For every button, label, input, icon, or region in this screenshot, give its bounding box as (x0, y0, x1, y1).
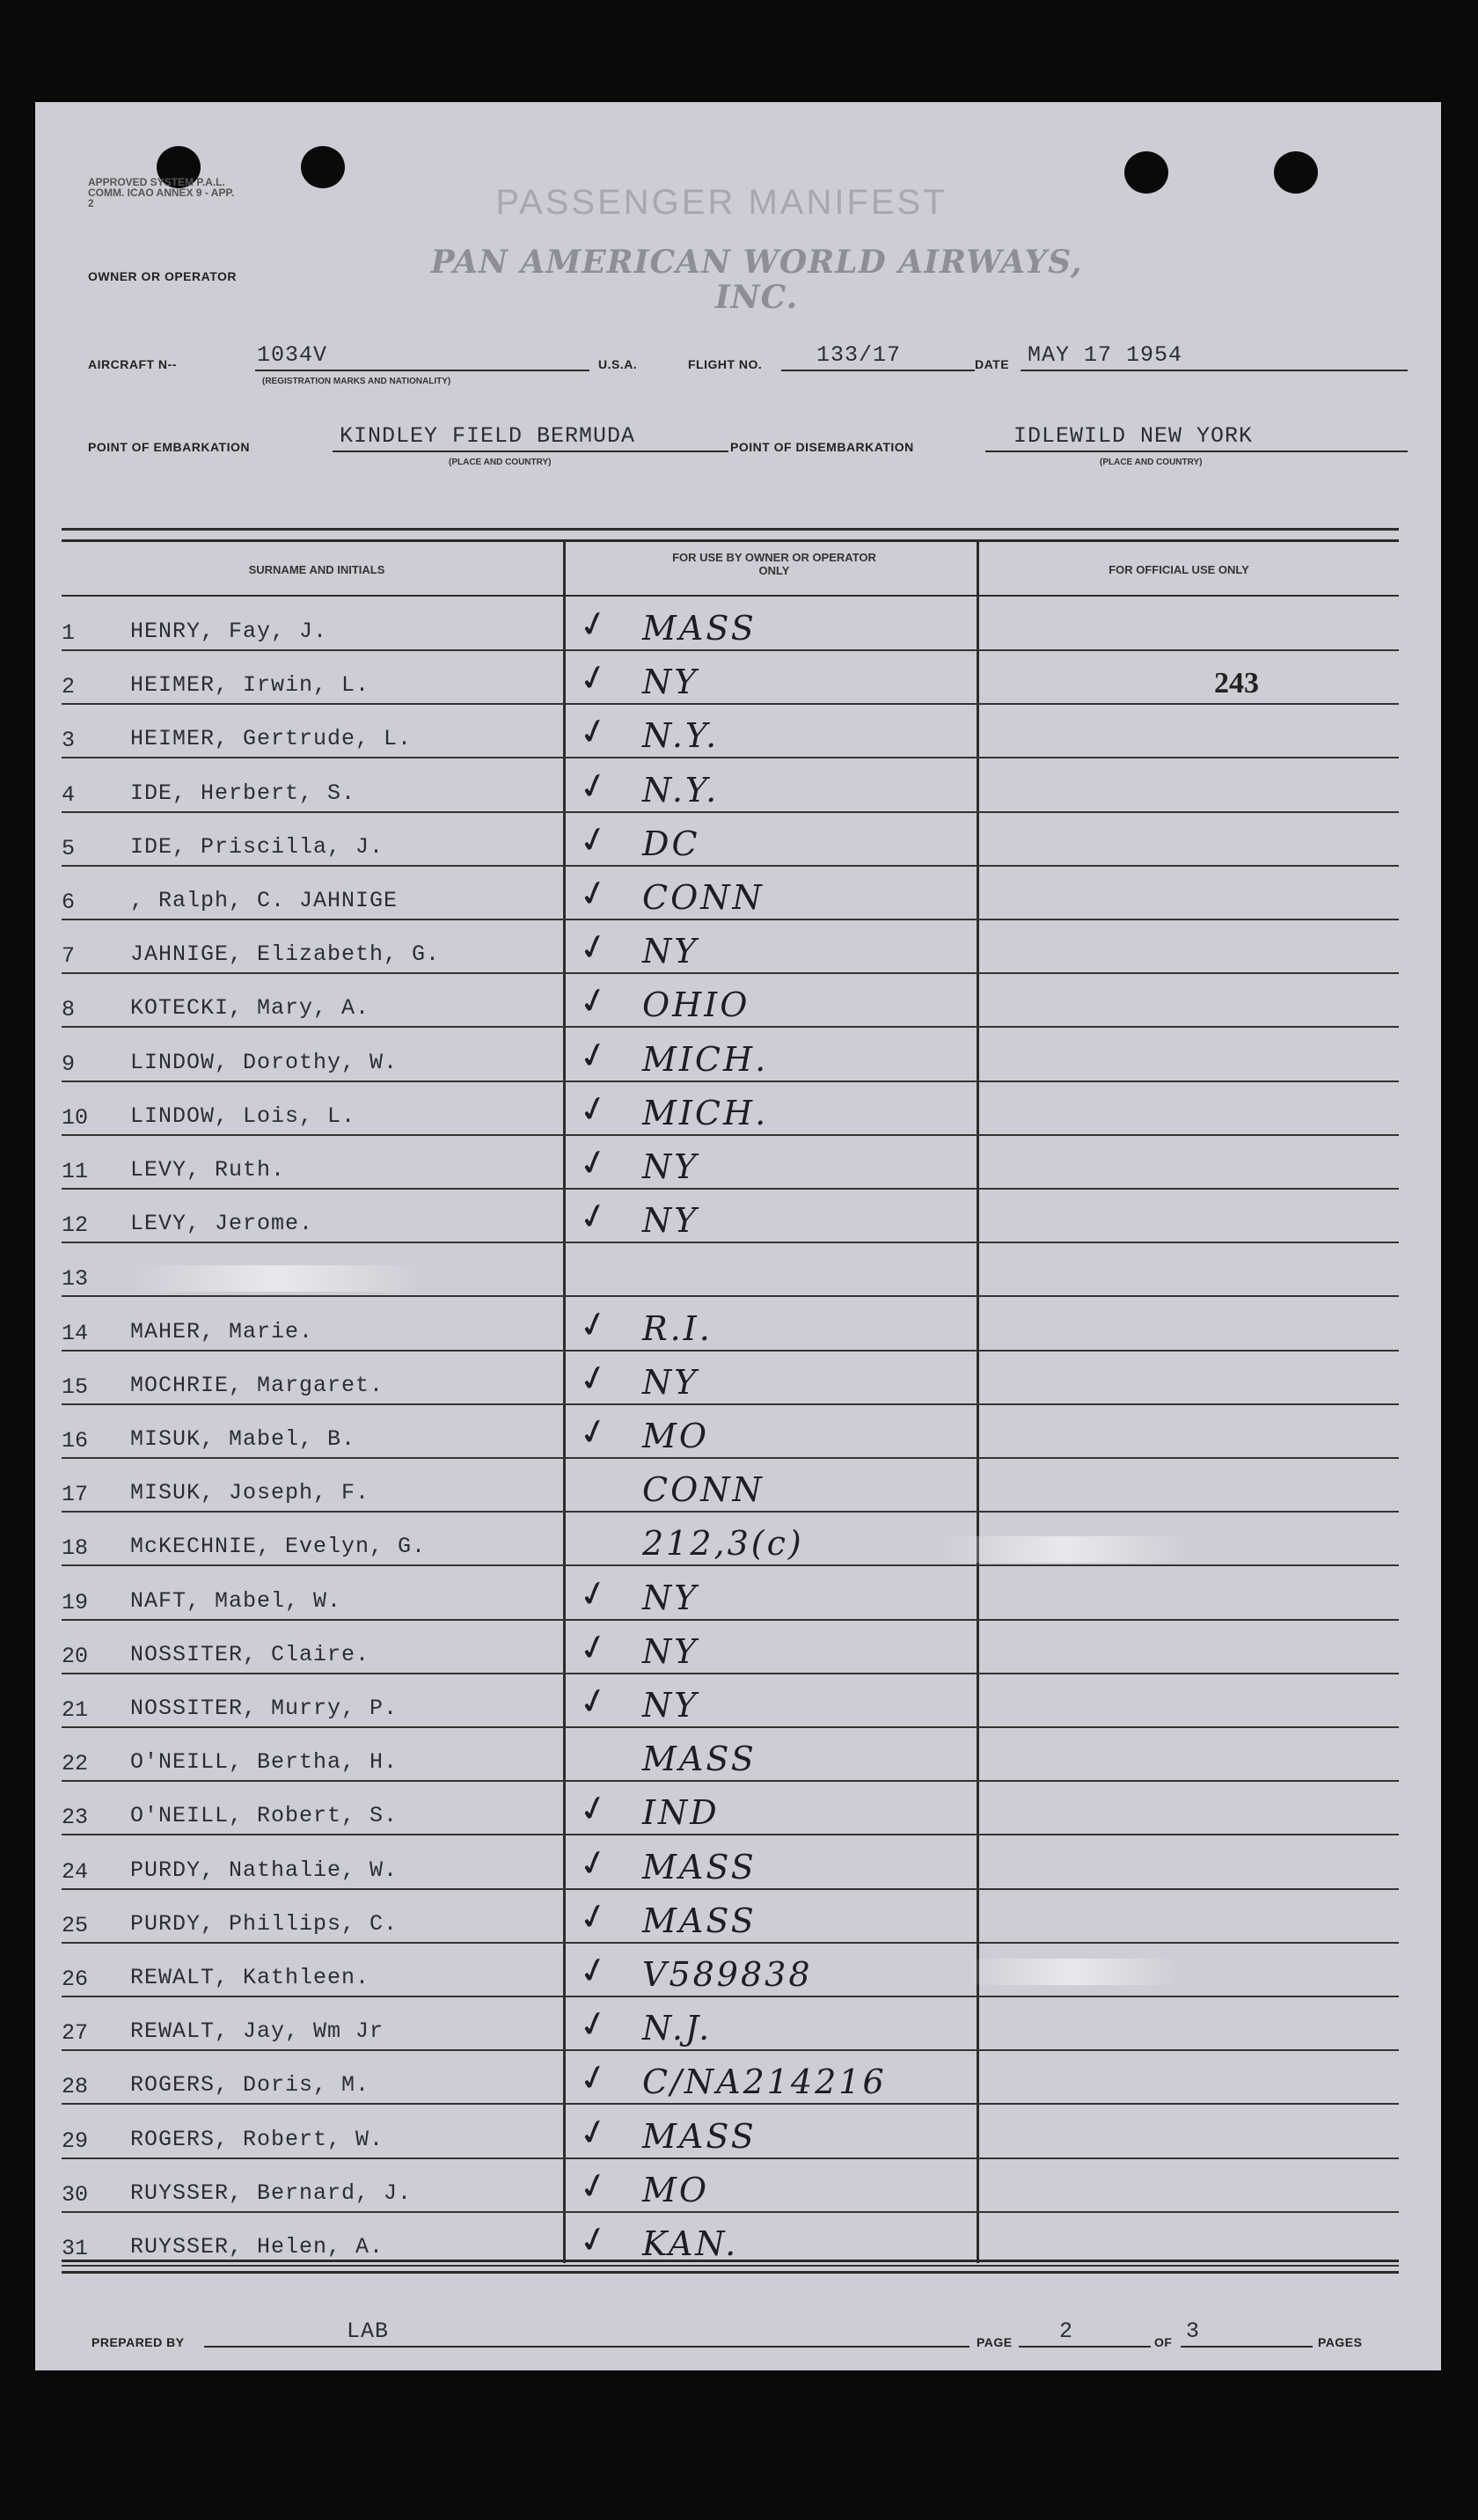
punch-hole (1274, 151, 1318, 194)
checkmark-icon: ✓ (574, 1355, 613, 1403)
checkmark-icon: ✓ (574, 978, 613, 1025)
row-rule (62, 1242, 1399, 1243)
passenger-name: RUYSSER, Bernard, J. (130, 2180, 413, 2206)
punch-hole (1124, 151, 1168, 194)
table-row (62, 1083, 1399, 1136)
of-label: OF (1154, 2335, 1173, 2349)
passenger-name: MISUK, Joseph, F. (130, 1480, 370, 1505)
passenger-name: KOTECKI, Mary, A. (130, 995, 370, 1021)
checkmark-icon: ✓ (574, 1785, 613, 1833)
aircraft-label: AIRCRAFT N-- (88, 357, 177, 371)
embark-sub: (PLACE AND COUNTRY) (449, 458, 552, 467)
row-number: 25 (62, 1913, 89, 1938)
passenger-name: LINDOW, Lois, L. (130, 1103, 356, 1129)
passenger-name: NAFT, Mabel, W. (130, 1588, 342, 1614)
handwritten-note: DC (642, 824, 700, 863)
checkmark-icon: ✓ (574, 708, 613, 756)
checkmark-icon: ✓ (574, 1139, 613, 1187)
checkmark-icon: ✓ (574, 1678, 613, 1725)
table-row (62, 1460, 1399, 1513)
table-row (62, 1729, 1399, 1782)
handwritten-note: N.J. (642, 2009, 713, 2048)
passenger-name: HENRY, Fay, J. (130, 619, 328, 644)
table-row (62, 1352, 1399, 1405)
handwritten-note: MICH. (642, 1094, 769, 1132)
embark-value: KINDLEY FIELD BERMUDA (340, 423, 636, 449)
row-rule (62, 2211, 1399, 2213)
handwritten-note: MASS (642, 2117, 757, 2156)
row-number: 26 (62, 1967, 89, 1992)
table-row (62, 1783, 1399, 1835)
checkmark-icon: ✓ (574, 1571, 613, 1618)
handwritten-note: OHIO (642, 985, 750, 1024)
row-rule (62, 972, 1399, 974)
row-rule (62, 1188, 1399, 1190)
handwritten-note: NY (642, 932, 699, 971)
row-rule (62, 1834, 1399, 1835)
handwritten-note: MASS (642, 609, 757, 648)
table-row (62, 2106, 1399, 2159)
airline-name: PAN AMERICAN WORLD AIRWAYS, INC. (430, 244, 1083, 316)
owner-label: OWNER OR OPERATOR (88, 269, 237, 283)
col-surname: SURNAME AND INITIALS (248, 563, 385, 576)
row-number: 28 (62, 2074, 89, 2099)
date-label: DATE (975, 357, 1010, 371)
disembark-label: POINT OF DISEMBARKATION (730, 440, 914, 454)
row-number: 24 (62, 1859, 89, 1885)
handwritten-note: N.Y. (642, 716, 720, 755)
row-number: 29 (62, 2128, 89, 2154)
table-bottom-rule (62, 2260, 1399, 2274)
row-rule (62, 1996, 1399, 1997)
disembark-value: IDLEWILD NEW YORK (1013, 423, 1254, 449)
checkmark-icon: ✓ (574, 1193, 613, 1241)
row-number: 11 (62, 1159, 89, 1184)
row-number: 17 (62, 1482, 89, 1507)
row-number: 13 (62, 1266, 89, 1292)
page-label: PAGE (977, 2335, 1013, 2349)
row-number: 10 (62, 1105, 89, 1131)
row-rule (62, 811, 1399, 813)
row-rule (62, 1081, 1399, 1082)
checkmark-icon: ✓ (574, 1409, 613, 1456)
table-row (62, 706, 1399, 758)
passenger-name: O'NEILL, Robert, S. (130, 1803, 399, 1828)
table-row (62, 2160, 1399, 2213)
row-number: 4 (62, 782, 76, 808)
row-rule (62, 757, 1399, 758)
of-underline (1181, 2346, 1313, 2348)
checkmark-icon: ✓ (574, 2163, 613, 2210)
checkmark-icon: ✓ (574, 655, 613, 702)
passenger-name: PURDY, Phillips, C. (130, 1911, 399, 1937)
handwritten-note: V589838 (642, 1955, 813, 1994)
form-title: PASSENGER MANIFEST (495, 183, 948, 222)
redaction-smudge (132, 1265, 422, 1292)
table-row (62, 1137, 1399, 1190)
page-underline (1019, 2346, 1151, 2348)
table-row (62, 814, 1399, 867)
table-row (62, 760, 1399, 813)
embark-label: POINT OF EMBARKATION (88, 440, 250, 454)
table-row (62, 975, 1399, 1028)
of-value: 3 (1186, 2319, 1201, 2344)
row-rule (62, 2103, 1399, 2105)
handwritten-note: C/NA214216 (642, 2062, 887, 2101)
row-number: 3 (62, 728, 76, 753)
table-row (62, 598, 1399, 651)
aircraft-underline (255, 370, 589, 371)
passenger-name: IDE, Herbert, S. (130, 780, 356, 806)
prepared-value: LAB (347, 2319, 390, 2344)
handwritten-note: N.Y. (642, 771, 720, 809)
prepared-label: PREPARED BY (91, 2335, 185, 2349)
handwritten-note: MO (642, 1417, 710, 1455)
handwritten-note: NY (642, 1686, 699, 1725)
date-underline (1021, 370, 1408, 371)
checkmark-icon: ✓ (574, 1947, 613, 1995)
row-number: 14 (62, 1321, 89, 1346)
handwritten-note: CONN (642, 878, 765, 917)
checkmark-icon: ✓ (574, 2216, 613, 2264)
row-rule (62, 1888, 1399, 1890)
row-rule (62, 1350, 1399, 1352)
row-number: 18 (62, 1535, 89, 1561)
official-note: 243 (1214, 667, 1259, 700)
flight-value: 133/17 (816, 342, 902, 368)
aircraft-value: 1034V (257, 342, 328, 368)
flight-underline (781, 370, 975, 371)
table-row (62, 1568, 1399, 1621)
handwritten-note: IND (642, 1793, 720, 1832)
row-number: 9 (62, 1051, 76, 1077)
table-row (62, 1406, 1399, 1459)
table-row (62, 1891, 1399, 1944)
row-rule (62, 1134, 1399, 1136)
row-rule (62, 1780, 1399, 1782)
row-number: 27 (62, 2020, 89, 2046)
table-row (62, 1945, 1399, 1997)
row-number: 16 (62, 1428, 89, 1454)
disembark-sub: (PLACE AND COUNTRY) (1100, 458, 1203, 467)
checkmark-icon: ✓ (574, 2109, 613, 2157)
table-row (62, 1998, 1399, 2051)
table-row (62, 2052, 1399, 2105)
row-number: 1 (62, 620, 76, 646)
checkmark-icon: ✓ (574, 2055, 613, 2102)
row-rule (62, 1403, 1399, 1405)
checkmark-icon: ✓ (574, 1086, 613, 1133)
row-rule (62, 919, 1399, 920)
passenger-name: LINDOW, Dorothy, W. (130, 1050, 399, 1075)
row-number: 8 (62, 997, 76, 1022)
page-value: 2 (1059, 2319, 1074, 2344)
passenger-name: ROGERS, Doris, M. (130, 2072, 370, 2098)
passenger-name: MOCHRIE, Margaret. (130, 1373, 384, 1398)
redaction-smudge (968, 1959, 1179, 1985)
checkmark-icon: ✓ (574, 817, 613, 864)
row-rule (62, 1726, 1399, 1728)
handwritten-note: NY (642, 1147, 699, 1186)
handwritten-note: NY (642, 663, 699, 701)
handwritten-note: NY (642, 1363, 699, 1402)
row-rule (62, 1564, 1399, 1566)
passenger-name: LEVY, Jerome. (130, 1211, 314, 1236)
checkmark-icon: ✓ (574, 1840, 613, 1887)
table-row (62, 2214, 1399, 2267)
handwritten-note: MASS (642, 1901, 757, 1940)
flight-label: FLIGHT NO. (688, 357, 763, 371)
table-row (62, 868, 1399, 920)
row-rule (62, 1026, 1399, 1028)
passenger-name: HEIMER, Gertrude, L. (130, 726, 413, 751)
passenger-name: , Ralph, C. JAHNIGE (130, 888, 399, 913)
punch-hole (301, 146, 345, 188)
checkmark-icon: ✓ (574, 2001, 613, 2048)
checkmark-icon: ✓ (574, 1894, 613, 1941)
passenger-name: MISUK, Mabel, B. (130, 1426, 356, 1452)
disembark-underline (985, 451, 1408, 452)
pages-label: PAGES (1318, 2335, 1363, 2349)
passenger-name: JAHNIGE, Elizabeth, G. (130, 941, 441, 967)
passenger-name: MAHER, Marie. (130, 1319, 314, 1344)
handwritten-note: MASS (642, 1848, 757, 1886)
passenger-name: ROGERS, Robert, W. (130, 2127, 384, 2152)
header-rule (62, 595, 1399, 597)
row-number: 30 (62, 2182, 89, 2208)
table-top-rule (62, 528, 1399, 542)
handwritten-note: NY (642, 1579, 699, 1617)
passenger-name: NOSSITER, Murry, P. (130, 1696, 399, 1721)
passenger-name: McKECHNIE, Evelyn, G. (130, 1534, 427, 1559)
table-row (62, 1029, 1399, 1082)
handwritten-note: R.I. (642, 1309, 713, 1348)
row-rule (62, 2157, 1399, 2159)
checkmark-icon: ✓ (574, 870, 613, 918)
row-number: 15 (62, 1374, 89, 1400)
row-number: 5 (62, 836, 76, 861)
embark-underline (333, 451, 728, 452)
passenger-name: LEVY, Ruth. (130, 1157, 286, 1183)
row-rule (62, 1942, 1399, 1944)
handwritten-note: MICH. (642, 1040, 769, 1079)
table-row (62, 1675, 1399, 1728)
row-rule (62, 703, 1399, 705)
table-row (62, 1513, 1399, 1566)
row-rule (62, 865, 1399, 867)
row-number: 23 (62, 1805, 89, 1830)
row-rule (62, 1295, 1399, 1297)
row-rule (62, 1673, 1399, 1674)
handwritten-note: NY (642, 1632, 699, 1671)
passenger-name: RUYSSER, Helen, A. (130, 2234, 384, 2260)
handwritten-note: NY (642, 1201, 699, 1240)
passenger-name: PURDY, Nathalie, W. (130, 1857, 399, 1883)
date-value: MAY 17 1954 (1028, 342, 1183, 368)
row-rule (62, 1619, 1399, 1621)
row-number: 20 (62, 1644, 89, 1669)
passenger-name: REWALT, Jay, Wm Jr (130, 2018, 384, 2044)
redaction-smudge (941, 1536, 1188, 1563)
manifest-sheet (35, 102, 1441, 2370)
checkmark-icon: ✓ (574, 1301, 613, 1349)
handwritten-note: MASS (642, 1740, 757, 1778)
table-row (62, 1622, 1399, 1674)
table-row (62, 652, 1399, 705)
handwritten-note: KAN. (642, 2224, 739, 2263)
checkmark-icon: ✓ (574, 1032, 613, 1080)
approval-stamp: APPROVED SYSTEM P.A.L. COMM. ICAO ANNEX 9 - APP. 2 (88, 176, 235, 209)
checkmark-icon: ✓ (574, 601, 613, 648)
checkmark-icon: ✓ (574, 924, 613, 971)
row-number: 21 (62, 1697, 89, 1723)
table-row (62, 1837, 1399, 1890)
handwritten-note: CONN (642, 1470, 765, 1509)
table-row (62, 1299, 1399, 1352)
passenger-name: IDE, Priscilla, J. (130, 834, 384, 860)
row-rule (62, 2049, 1399, 2051)
table-row (62, 1190, 1399, 1243)
row-number: 6 (62, 890, 76, 915)
col-owner-use: FOR USE BY OWNER OR OPERATOR ONLY (672, 551, 876, 577)
aircraft-sub: (REGISTRATION MARKS AND NATIONALITY) (262, 377, 451, 386)
passenger-name: O'NEILL, Bertha, H. (130, 1749, 399, 1775)
handwritten-note: 212,3(c) (642, 1524, 804, 1563)
row-rule (62, 649, 1399, 651)
row-number: 12 (62, 1212, 89, 1238)
row-number: 2 (62, 674, 76, 700)
row-rule (62, 1457, 1399, 1459)
handwritten-note: MO (642, 2171, 710, 2209)
row-number: 22 (62, 1751, 89, 1776)
passenger-name: REWALT, Kathleen. (130, 1965, 370, 1990)
checkmark-icon: ✓ (574, 763, 613, 810)
prepared-underline (204, 2346, 969, 2348)
table-row (62, 921, 1399, 974)
checkmark-icon: ✓ (574, 1624, 613, 1672)
passenger-name: NOSSITER, Claire. (130, 1642, 370, 1667)
row-number: 31 (62, 2236, 89, 2261)
usa-label: U.S.A. (598, 357, 638, 371)
col-official-use: FOR OFFICIAL USE ONLY (1108, 563, 1249, 576)
passenger-name: HEIMER, Irwin, L. (130, 672, 370, 698)
row-number: 19 (62, 1590, 89, 1615)
row-number: 7 (62, 943, 76, 969)
row-rule (62, 1511, 1399, 1513)
